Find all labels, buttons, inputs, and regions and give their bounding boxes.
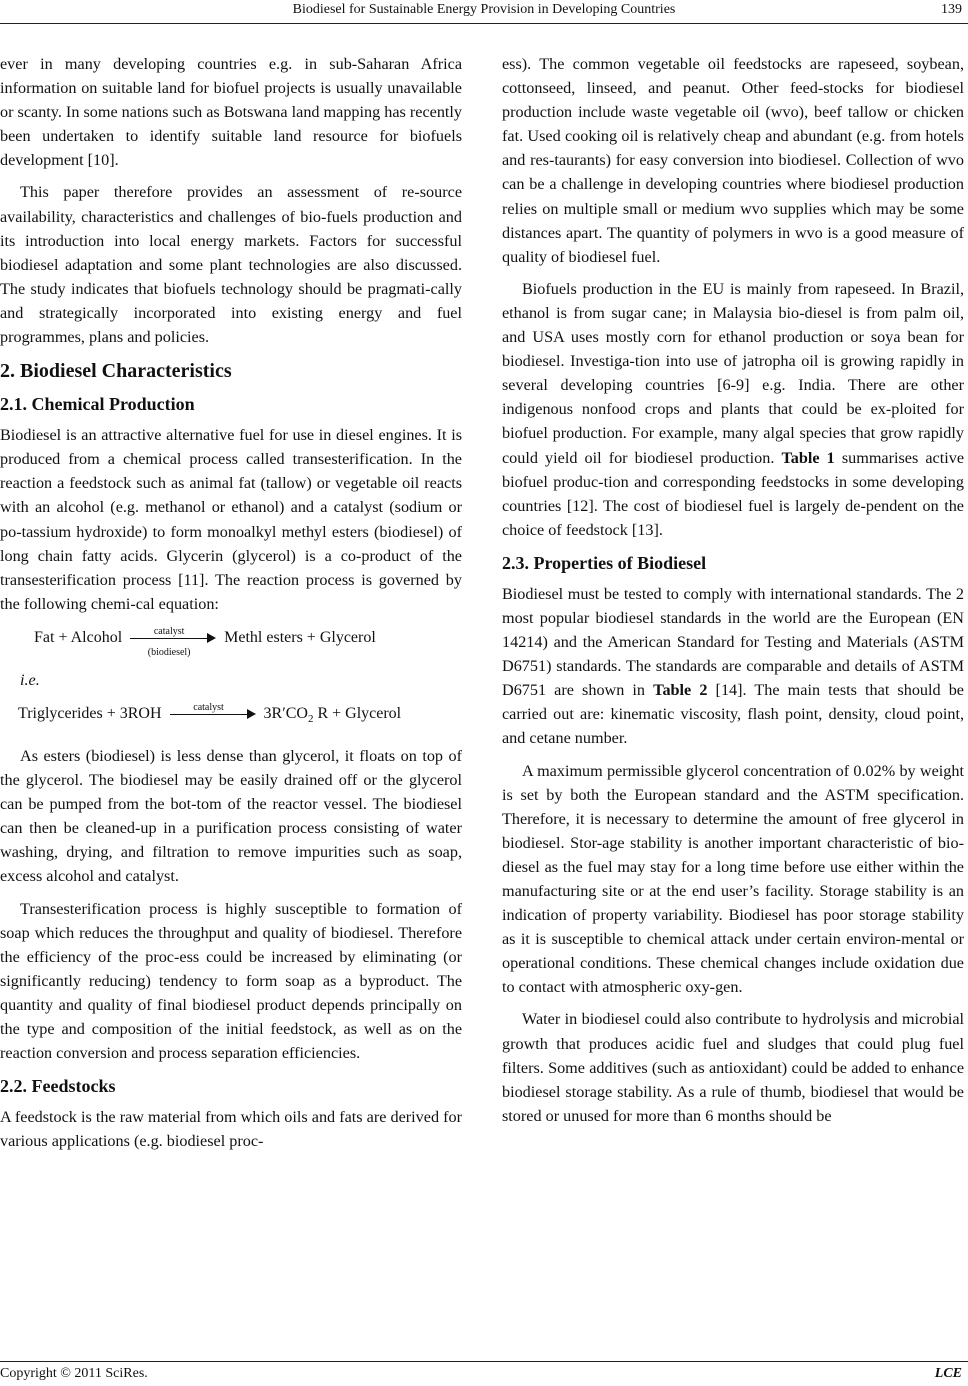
equation-rhs-part: 3R′CO xyxy=(263,704,308,722)
subsection-heading: 2.1. Chemical Production xyxy=(0,394,195,415)
copyright: Copyright © 2011 SciRes. xyxy=(0,1366,148,1381)
reaction-arrow xyxy=(170,702,256,723)
arrow-label-above: catalyst xyxy=(193,702,224,714)
subsection-heading: 2.3. Properties of Biodiesel xyxy=(502,552,707,573)
page-number: 139 xyxy=(941,2,962,17)
equation-2 xyxy=(0,702,462,738)
paragraph: Biodiesel is an attractive alternative fuel for use in diesel engines. It is produced from a chemical process called transesterification. In the reaction a feedstock such as animal fat (tallow) or vegetable oil reacts with an alcohol (e.g. methanol or ethanol) and a catalyst (sodium or po-tassium hydroxide) to form monoalkyl methyl esters (biodiesel) of long chain fatty acids. Glycerin (glycerol) is a co-product of the transesterification process [11]. The reaction process is governed by the following chemi-cal equation: xyxy=(0,426,462,613)
table-reference[interactable]: Table 1 xyxy=(781,448,835,467)
header-rule xyxy=(0,23,968,24)
reaction-arrow xyxy=(130,626,216,659)
paragraph: Water in biodiesel could also contribute to hydrolysis and microbial growth that produces acidic fuel and sludges that could plug fuel filters. Some additives (such as antioxidant) could be added to enhance biodiesel storage stability. As a rule of thumb, biodiesel that would be stored or unused for more than 6 months should be xyxy=(502,1010,964,1125)
equation-rhs xyxy=(263,704,402,726)
text-run: Biodiesel must be tested to comply with international standards. The 2 most popular biodiesel standards in the world are the European (EN 14214) and the American Standard for Testing and Materials (ASTM D6751) standards. The standards are comparable and details of ASTM D6751 are shown in xyxy=(502,584,964,700)
paragraph: ess). The common vegetable oil feedstocks are rapeseed, soybean, cottonseed, linseed, and peanut. Other feed-stocks for biodiesel production include waste vegetable oil (wvo), beef tallow or chicken fat. Used cooking oil is relatively cheap and abundant (e.g. from hotels and res-taurants) for easy conversion into biodiesel. Collection of wvo can be a challenge in developing countries where biodiesel production relies on multiple small or medium wvo supplies which may be some distances apart. The quantity of polymers in wvo is a good measure of quality of biodiesel fuel. xyxy=(502,55,964,266)
right-column xyxy=(502,52,964,1128)
paragraph: This paper therefore provides an assessment of re-source availability, characteristics and challenges of bio-fuels production and its introduction into local energy markets. Factors for successful biodiesel adaptation and some plant technologies are also discussed. The study indicates that biofuels technology should be pragmati-cally and strategically incorporated into existing energy and fuel programmes, plans and policies. xyxy=(0,183,462,347)
paragraph: A feedstock is the raw material from which oils and fats are derived for various applications (e.g. biodiesel proc- xyxy=(0,1108,462,1151)
running-title: Biodiesel for Sustainable Energy Provision in Developing Countries xyxy=(292,2,676,17)
subsection-heading: 2.2. Feedstocks xyxy=(0,1076,116,1097)
equation-subscript: 2 xyxy=(307,713,314,726)
paragraph xyxy=(502,277,964,542)
journal-abbrev: LCE xyxy=(934,1366,962,1381)
text-run: summarises active biofuel produc-tion and corresponding feedstocks in some developing countries [12]. The cost of biodiesel fuel is largely de-pendent on the choice of feedstock [13]. xyxy=(502,448,965,539)
footer-rule xyxy=(0,1361,968,1362)
ie-label: i.e. xyxy=(20,670,40,689)
page-footer xyxy=(0,1364,968,1384)
table-reference[interactable]: Table 2 xyxy=(653,681,708,700)
paragraph: Transesterification process is highly susceptible to formation of soap which reduces the throughput and quality of biodiesel. Therefore the efficiency of the proc-ess could be increased by eliminating (or significantly reducing) tendency to form soap as a byproduct. The quantity and quality of final biodiesel product depends principally on the type and composition of the initial feedstock, as well as on the reaction conversion and process separation efficiencies. xyxy=(0,899,462,1063)
equation-lhs: Triglycerides + 3ROH xyxy=(18,704,162,722)
running-header xyxy=(0,0,968,24)
arrow-label-below: (biodiesel) xyxy=(147,647,191,659)
paragraph: A maximum permissible glycerol concentration of 0.02% by weight is set by both the European standard and the ASTM specification. Therefore, it is necessary to determine the amount of free glycerol in biodiesel. Stor-age stability is another important characteristic of bio-diesel as the fuel may stay for a long time before use either within the manufacturing site or at the end user’s facility. Storage stability is an indication of property variability. Biodiesel has poor storage stability as it is susceptible to chemical attack under certain environ-mental or operational conditions. These chemical changes include oxidation due to contact with atmospheric oxy-gen. xyxy=(502,761,964,997)
section-heading: 2. Biodiesel Characteristics xyxy=(0,360,232,383)
paragraph: ever in many developing countries e.g. in sub-Saharan Africa information on suitable land for biofuel projects is usually unavailable or scanty. In some nations such as Botswana land mapping has recently been undertaken to identify suitable land resource for biofuels development [10]. xyxy=(0,55,462,170)
equation-rhs-part: R + Glycerol xyxy=(317,704,402,722)
equation-lhs: Fat + Alcohol xyxy=(34,628,123,646)
left-column xyxy=(0,52,462,1153)
text-run: Biofuels production in the EU is mainly from rapeseed. In Brazil, ethanol is from sugar cane; in Malaysia bio-diesel is from palm oil, and USA uses mostly corn for ethanol production or soya bean for biodiesel. Investiga-tion into use of jatropha oil is growing rapidly in several developing countries [6-9] e.g. India. There are other indigenous nonfood crops and plants that could be ex-ploited for biofuel production. For example, many algal species that grow rapidly could yield oil for biodiesel production. xyxy=(502,279,964,467)
text-run: [14]. The main tests that should be carried out are: kinematic viscosity, flash point, density, cloud point, and cetane number. xyxy=(502,681,964,748)
paragraph xyxy=(502,582,964,751)
arrow-label-above: catalyst xyxy=(153,626,185,638)
equation-rhs: Methl esters + Glycerol xyxy=(224,628,376,646)
equation-1 xyxy=(0,626,462,662)
paragraph: As esters (biodiesel) is less dense than glycerol, it floats on top of the glycerol. The biodiesel may be easily drained off or the glycerol can be pumped from the bot-tom of the reactor vessel. The biodiesel can then be cleaned-up in a purification process consisting of water washing, drying, and filtration to remove impurities such as soap, excess alcohol and catalyst. xyxy=(0,746,462,886)
